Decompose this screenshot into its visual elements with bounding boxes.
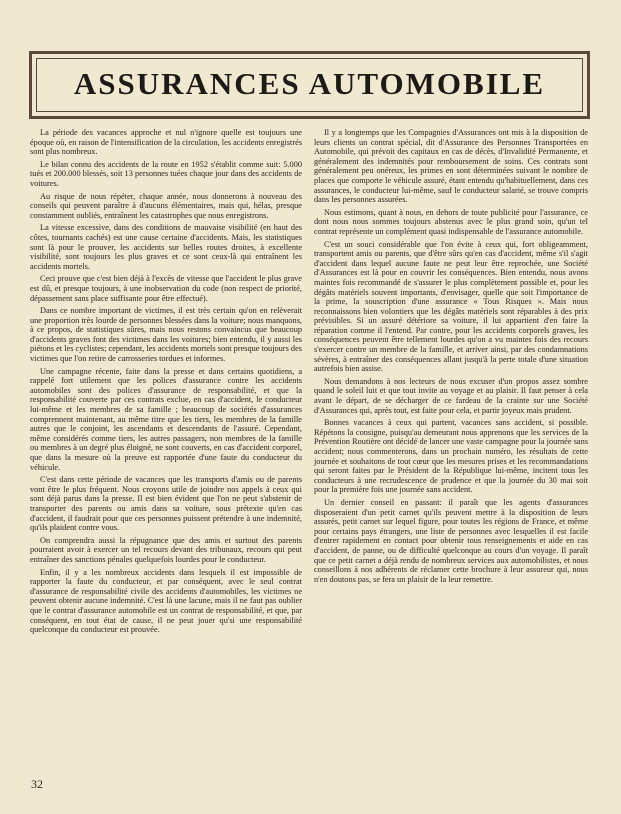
paragraph: Un dernier conseil en passant: il paraît que les agents d'assurances disposeraient d'un petit carnet qu'ils peuvent mettre à la disposition de leurs assurés, petit carnet sur lequel figure, pour toutes les régions de France, et même pour certains pays étrangers, une liste de personnes avec lesquelles il est facile d'entrer rapidement en contact pour obtenir tous renseignements et aide en cas d'accident, de panne, ou de difficulté quelconque au cours d'un voyage. Il paraît que ce petit carnet a déjà rendu de nombreux services aux automobilistes, et nous conseillons à nos adhérents de réclamer cette brochure à leur assureur qui, nous n'en doutons pas, se fera un plaisir de la leur remettre. (314, 497, 588, 584)
paragraph: Dans ce nombre important de victimes, il est très certain qu'on en relèverait une proportion très lourde de personnes blessées dans la voiture; nous manquons, à ce propos, de statistiques sûres, mais nous restons convaincus que beaucoup d'accidents graves font des victimes dans les voitures; bien entendu, il y aussi les piétons et les cyclistes; cependant, les accidents mortels sont presque toujours des victimes que l'on retire de carrosseries tordues et informes. (30, 306, 302, 364)
paragraph: Enfin, il y a les nombreux accidents dans lesquels il est impossible de rapporter la faute du conducteur, et par conséquent, avec le seul contrat d'assurance de responsabilité civile des accidents d'automobiles, les victimes ne peuvent obtenir aucune indemnité. C'est là une lacune, mais il ne faut pas oublier que le contrat d'assurance automobile est un contrat de responsabilité, et que, par conséquent, en tout état de cause, il ne peut jouer qu'si une responsabilité quelconque du conducteur est prouvée. (30, 567, 302, 635)
paragraph: Le bilan connu des accidents de la route en 1952 s'établit comme suit: 5.000 tués et 200.000 blessés, soit 13 personnes tuées chaque jour dans des accidents de voitures. (30, 159, 302, 188)
paragraph: On comprendra aussi la répugnance que des amis et surtout des parents pourraient avoir à exercer un tel recours devant des tribunaux, recours qui peut entraîner des sanctions pénales quelquefois lourdes pour le conducteur. (30, 535, 302, 564)
paragraph: C'est dans cette période de vacances que les transports d'amis ou de parents vont être le plus fréquent. Nous croyons utile de joindre nos appels à ceux qui sont déjà parus dans la presse. Il est bien évident que l'on ne peut s'abstenir de transporter des parents ou amis dans sa voiture, sous prétexte qu'en cas d'accident, il faudrait pour que ces personnes puissent prétendre à une indemnité, qu'ils plaident contre vous. (30, 475, 302, 533)
paragraph: La vitesse excessive, dans des conditions de mauvaise visibilité (en haut des côtes, tournants cachés) est une cause certaine d'accidents. Mais, les statistiques sont là pour le prouver, les accidents sur belles routes droites, à excellente visibilité, sont toujours les plus graves et ce sont ceux-là qui entraînent les accidents mortels. (30, 223, 302, 271)
page-number: 32 (31, 777, 43, 791)
page-title: ASSURANCES AUTOMOBILE (73, 66, 546, 101)
paragraph: Il y a longtemps que les Compagnies d'Assurances ont mis à la disposition de leurs clients un contrat spécial, dit d'Assurance des Personnes Transportées en Automobile, qui prévoit des capitaux en cas de décès, d'Invalidité Permanente, et généralement des indemnités pour remboursement de soins. Ces contrats sont généralement peu onéreux, les primes en sont déterminées suivant le nombre de places que comporte le véhicule assuré, étant entendu qu'habituellement, dans ces assurances, le conducteur lui-même, sauf le conducteur salarié, se trouve compris dans les personnes assurées. (314, 128, 588, 205)
right-column (314, 128, 588, 587)
left-column (30, 128, 302, 638)
paragraph: Ceci prouve que c'est bien déjà à l'excès de vitesse que l'accident le plus grave est dû, et presque toujours, à une inobservation du code (non respect de priorité, dépassement sans place suffisante pour être effectué). (30, 274, 302, 303)
paragraph: Bonnes vacances à ceux qui partent, vacances sans accident, si possible. Répétons la consigne, puisqu'au demeurant nous apprenons que les services de la Prévention Routière ont décidé de lancer une vaste campagne pour la journée sans accident; nous commenterons, dans un prochain numéro, les résultats de cette journée et souhaitons de tout cœur que les mesures prises et les recommandations qui seront faites par le Président de la République lui-même, incitent tous les conducteurs à une recrudescence de prudence et que la journée du 30 mai soit pour la première fois une journée sans accident. (314, 418, 588, 495)
title-frame (29, 51, 590, 119)
paragraph: Une campagne récente, faite dans la presse et dans certains quotidiens, a rappelé fort utilement que les polices d'assurance contre les accidents automobiles sont des polices d'assurance de responsabilité, et que la responsabilité couverte par ces contrats exclue, en cas d'accident, le conducteur lui-même et les membres de sa famille ; beaucoup de sociétés d'assurances comprennent maintenant, au même titre que les tiers, les membres de la famille autres que le conjoint, les ascendants et descendants de l'assuré. Cependant, même considérés comme tiers, les autres passagers, non membres de la famille ou membres à un degré plus éloigné, ne sont couverts, en cas d'accident corporel, que dans la mesure où la preuve est rapportée d'une faute du conducteur du véhicule. (30, 366, 302, 472)
paragraph: La période des vacances approche et nul n'ignore quelle est toujours une époque où, en raison de l'intensification de la circulation, les accidents enregistrés sont plus nombreux. (30, 128, 302, 157)
paragraph: Au risque de nous répéter, chaque année, nous donnerons à nouveau des conseils qui peuvent paraître à d'aucuns élémentaires, mais qui, hélas, presque constamment oubliés, entraînent les catastrophes que nous enregistrons. (30, 191, 302, 220)
paragraph: Nous estimons, quant à nous, en dehors de toute publicité pour l'assurance, ce dont nous nous sommes toujours abstenus avec le plus grand soin, qu'un tel contrat représente un complément quasi indispensable de l'assurance automobile. (314, 207, 588, 236)
paragraph: Nous demandons à nos lecteurs de nous excuser d'un propos assez sombre quand le soleil luit et que tout invite au voyage et au plaisir. Il faut penser à cela avant le départ, de se décharger de ce fardeau de la crainte sur une Société d'Assurances qui, après tout, est faite pour cela, et partir joyeux mais prudent. (314, 376, 588, 415)
paragraph: C'est un souci considérable que l'on évite à ceux qui, fort obligeamment, transportent amis ou parents, que d'être sûrs qu'en cas d'accident, même s'il s'agit d'accident dans lequel aucune faute ne peut leur être reprochée, une Société d'Assurances est là pour en couvrir les conséquences. Bien entendu, nous avons maintes fois recommandé de s'assurer le plus complètement possible et, pour les dégâts matériels souvent importants, d'envisager, quelle que soit l'importance de la prime, la souscription d'une assurance « Tous Risques ». Mais nous reconnaissons bien volontiers que les dégâts matériels sont réparables à des prix prévisibles. Si un assuré détériore sa voiture, il lui appartient d'en faire la réparation comme il l'entend. Par contre, pour les accidents corporels graves, les conséquences peuvent être tellement lourdes qu'on a vu maintes fois des recours s'exercer contre un membre de la famille, et arriver ainsi, par des condamnations sévères, à entraîner des conséquences allant jusqu'à la perte totale d'une situation autrefois bien assise. (314, 239, 588, 374)
